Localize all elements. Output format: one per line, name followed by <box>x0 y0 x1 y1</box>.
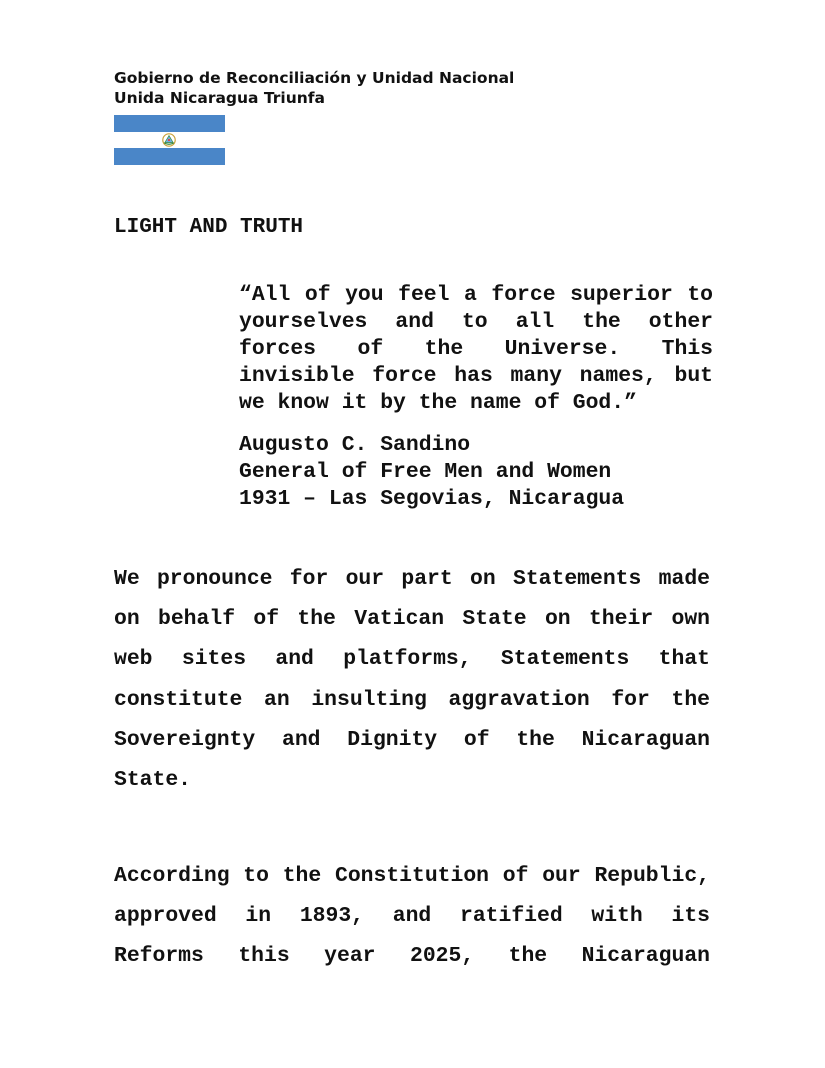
coat-of-arms-icon <box>160 132 178 148</box>
attribution-name: Augusto C. Sandino <box>239 433 471 457</box>
document-title: LIGHT AND TRUTH <box>114 216 304 239</box>
flag-top-stripe <box>114 115 225 132</box>
attribution-place-date: 1931 – Las Segovias, Nicaragua <box>239 487 625 511</box>
attribution-role: General of Free Men and Women <box>239 460 612 484</box>
letterhead <box>114 68 514 108</box>
letterhead-slogan: Unida Nicaragua Triunfa <box>114 89 326 107</box>
quote-attribution <box>239 432 624 513</box>
epigraph-quote: “All of you feel a force superior to yourselves and to all the other forces of the Universe. This invisible force has many names, but we know it by the name of God.” <box>239 283 713 415</box>
nicaragua-flag-icon <box>114 115 225 165</box>
body-paragraph: We pronounce for our part on Statements made on behalf of the Vatican State on their own web sites and platforms, Statements that constitute an insulting aggravation for the Sovereignty and Dignity of the Nicaraguan State. <box>114 567 710 793</box>
flag-bottom-stripe <box>114 148 225 165</box>
body-paragraph: According to the Constitution of our Republic, approved in 1893, and ratified with its Reforms this year 2025, the Nicaraguan <box>114 864 710 969</box>
letterhead-government-name: Gobierno de Reconciliación y Unidad Nacional <box>114 69 515 87</box>
